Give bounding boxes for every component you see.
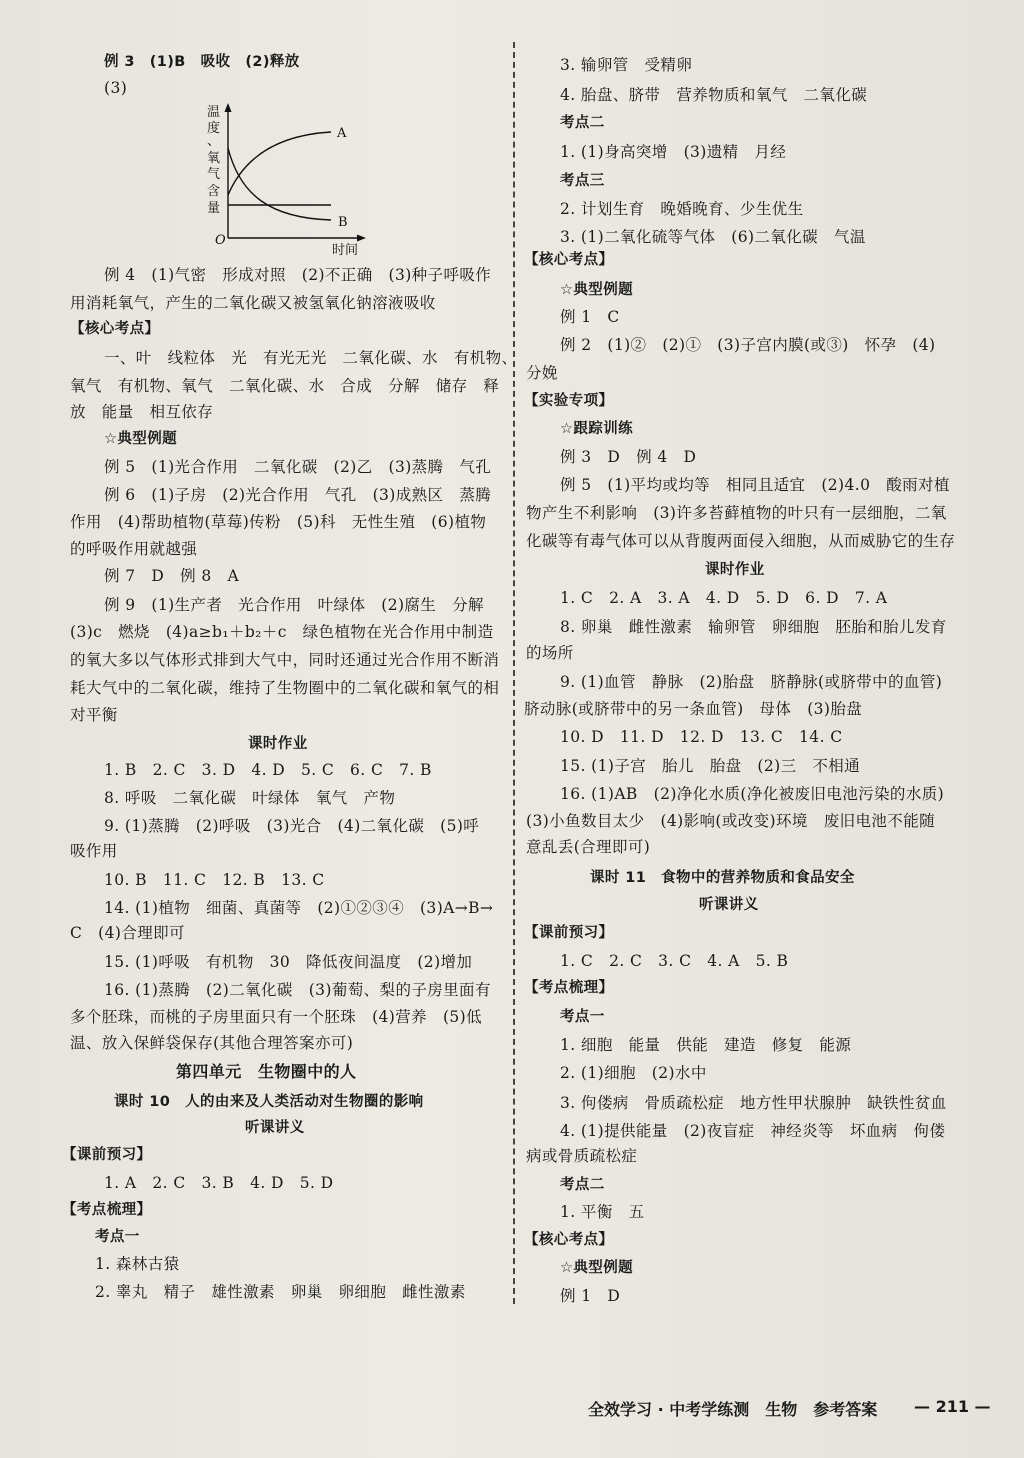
left-line-38: 考点一 bbox=[95, 1229, 140, 1245]
curve-a bbox=[228, 132, 331, 195]
graph-ylabel-3: 、 bbox=[207, 134, 221, 149]
left-line-11: 例 6 (1)子房 (2)光合作用 气孔 (3)成熟区 蒸腾 bbox=[104, 486, 492, 504]
left-line-7: 氧气 有机物、氧气 二氧化碳、水 合成 分解 储存 释 bbox=[70, 377, 500, 395]
graph-ylabel-1: 温 bbox=[207, 105, 221, 120]
curve-a-label: A bbox=[337, 126, 347, 141]
right-line-40: 病或骨质疏松症 bbox=[526, 1147, 638, 1165]
right-line-8: 【核心考点】 bbox=[524, 252, 614, 268]
graph-ylabel-7: 量 bbox=[207, 201, 221, 216]
left-line-18: 耗大气中的二氧化碳，维持了生物圈中的二氧化碳和氧气的相 bbox=[70, 679, 500, 697]
right-line-9: ☆典型例题 bbox=[560, 282, 633, 298]
curve-b-label: B bbox=[338, 215, 348, 230]
right-line-13: 【实验专项】 bbox=[524, 393, 614, 409]
graph-ylabel-2: 度 bbox=[207, 121, 221, 136]
right-line-45: 例 1 D bbox=[560, 1287, 621, 1305]
right-line-44: ☆典型例题 bbox=[560, 1260, 633, 1276]
right-line-41: 考点二 bbox=[560, 1177, 605, 1193]
right-line-27: 16. (1)AB (2)净化水质(净化被废旧电池污染的水质) bbox=[560, 785, 945, 803]
left-line-26: 14. (1)植物 细菌、真菌等 (2)①②③④ (3)A→B→ bbox=[104, 899, 494, 917]
left-line-9: ☆典型例题 bbox=[104, 431, 177, 447]
left-line-35: 【课前预习】 bbox=[62, 1147, 152, 1163]
left-line-37: 【考点梳理】 bbox=[62, 1202, 152, 1218]
left-line-17: 的氧大多以气体形式排到大气中，同时还通过光合作用不断消 bbox=[70, 651, 500, 669]
left-line-23: 9. (1)蒸腾 (2)呼吸 (3)光合 (4)二氧化碳 (5)呼 bbox=[104, 817, 480, 835]
left-line-31: 温、放入保鲜袋保存(其他合理答案亦可) bbox=[70, 1034, 354, 1052]
x-axis-arrow bbox=[357, 235, 366, 242]
left-line-30: 多个胚珠，而桃的子房里面只有一个胚珠 (4)营养 (5)低 bbox=[70, 1008, 483, 1026]
right-line-37: 2. (1)细胞 (2)水中 bbox=[560, 1064, 707, 1082]
graph-origin: O bbox=[215, 233, 226, 248]
right-line-24: 脐动脉(或脐带中的另一条血管) 母体 (3)胎盘 bbox=[524, 700, 863, 718]
graph-ylabel-5: 气 bbox=[207, 167, 221, 182]
left-line-28: 15. (1)呼吸 有机物 30 降低夜间温度 (2)增加 bbox=[104, 953, 473, 971]
left-line-25: 10. B 11. C 12. B 13. C bbox=[104, 871, 325, 889]
graph-ylabel-4: 氧 bbox=[207, 151, 221, 166]
right-line-7: 3. (1)二氧化硫等气体 (6)二氧化碳 气温 bbox=[560, 228, 866, 246]
right-line-16: 例 5 (1)平均或均等 相同且适宜 (2)4.0 酸雨对植 bbox=[560, 476, 950, 494]
right-line-28: (3)小鱼数目太少 (4)影响(或改变)环境 废旧电池不能随 bbox=[526, 812, 936, 830]
left-line-2: (3) bbox=[104, 79, 128, 97]
right-line-32: 【课前预习】 bbox=[524, 925, 614, 941]
right-line-26: 15. (1)子宫 胎儿 胎盘 (2)三 不相通 bbox=[560, 757, 861, 775]
left-line-32: 第四单元 生物圈中的人 bbox=[176, 1062, 357, 1081]
right-line-14: ☆跟踪训练 bbox=[560, 421, 633, 437]
right-line-23: 9. (1)血管 静脉 (2)胎盘 脐静脉(或脐带中的血管) bbox=[560, 673, 943, 691]
left-line-27: C (4)合理即可 bbox=[70, 924, 185, 942]
left-line-15: 例 9 (1)生产者 光合作用 叶绿体 (2)腐生 分解 bbox=[104, 596, 484, 614]
left-line-16: (3)c 燃烧 (4)a≥b₁＋b₂＋c 绿色植物在光合作用中制造 bbox=[70, 623, 494, 641]
right-line-6: 2. 计划生育 晚婚晚育、少生优生 bbox=[560, 200, 804, 218]
right-line-3: 考点二 bbox=[560, 115, 605, 131]
right-line-31: 听课讲义 bbox=[699, 897, 759, 913]
right-line-19: 课时作业 bbox=[705, 562, 765, 578]
right-line-15: 例 3 D 例 4 D bbox=[560, 448, 697, 466]
left-line-39: 1. 森林古猿 bbox=[95, 1255, 180, 1273]
left-line-4: 用消耗氧气，产生的二氧化碳又被氢氧化钠溶液吸收 bbox=[70, 294, 436, 312]
right-line-17: 物产生不利影响 (3)许多苔藓植物的叶只有一层细胞，二氧 bbox=[526, 504, 947, 522]
right-line-4: 1. (1)身高突增 (3)遗精 月经 bbox=[560, 143, 787, 161]
left-line-24: 吸作用 bbox=[70, 842, 118, 860]
right-line-11: 例 2 (1)② (2)① (3)子宫内膜(或③) 怀孕 (4) bbox=[560, 336, 936, 354]
right-line-29: 意乱丢(合理即可) bbox=[526, 838, 651, 856]
left-line-5: 【核心考点】 bbox=[70, 321, 160, 337]
right-line-1: 3. 输卵管 受精卵 bbox=[560, 56, 693, 74]
right-line-25: 10. D 11. D 12. D 13. C 14. C bbox=[560, 728, 843, 746]
right-line-5: 考点三 bbox=[560, 173, 605, 189]
page-number: — 211 — bbox=[914, 1397, 991, 1416]
right-line-42: 1. 平衡 五 bbox=[560, 1203, 645, 1221]
left-line-10: 例 5 (1)光合作用 二氧化碳 (2)乙 (3)蒸腾 气孔 bbox=[104, 458, 492, 476]
column-divider bbox=[513, 42, 515, 1304]
temperature-oxygen-graph bbox=[200, 100, 370, 260]
right-line-30: 课时 11 食物中的营养物质和食品安全 bbox=[590, 870, 855, 886]
right-line-20: 1. C 2. A 3. A 4. D 5. D 6. D 7. A bbox=[560, 589, 888, 607]
right-line-12: 分娩 bbox=[526, 364, 558, 382]
right-line-43: 【核心考点】 bbox=[524, 1232, 614, 1248]
right-line-33: 1. C 2. C 3. C 4. A 5. B bbox=[560, 952, 789, 970]
right-line-22: 的场所 bbox=[526, 644, 574, 662]
right-line-34: 【考点梳理】 bbox=[524, 980, 614, 996]
left-line-14: 例 7 D 例 8 A bbox=[104, 567, 240, 585]
right-line-35: 考点一 bbox=[560, 1009, 605, 1025]
left-line-21: 1. B 2. C 3. D 4. D 5. C 6. C 7. B bbox=[104, 761, 432, 779]
left-line-40: 2. 睾丸 精子 雄性激素 卵巢 卵细胞 雌性激素 bbox=[95, 1283, 466, 1301]
left-line-19: 对平衡 bbox=[70, 706, 118, 724]
left-line-29: 16. (1)蒸腾 (2)二氧化碳 (3)葡萄、梨的子房里面有 bbox=[104, 981, 491, 999]
graph-xlabel: 时间 bbox=[332, 243, 359, 258]
right-line-21: 8. 卵巢 雌性激素 输卵管 卵细胞 胚胎和胎儿发育 bbox=[560, 618, 947, 636]
left-line-22: 8. 呼吸 二氧化碳 叶绿体 氧气 产物 bbox=[104, 789, 396, 807]
right-line-36: 1. 细胞 能量 供能 建造 修复 能源 bbox=[560, 1036, 852, 1054]
left-line-13: 的呼吸作用就越强 bbox=[70, 540, 198, 558]
left-line-6: 一、叶 线粒体 光 有光无光 二氧化碳、水 有机物、 bbox=[104, 349, 518, 367]
graph-ylabel-6: 含 bbox=[207, 184, 221, 199]
left-line-1: 例 3 (1)B 吸收 (2)释放 bbox=[104, 54, 300, 70]
right-line-2: 4. 胎盘、脐带 营养物质和氧气 二氧化碳 bbox=[560, 86, 868, 104]
left-line-36: 1. A 2. C 3. B 4. D 5. D bbox=[104, 1174, 334, 1192]
right-line-18: 化碳等有毒气体可以从背腹两面侵入细胞，从而威胁它的生存 bbox=[526, 532, 956, 550]
left-line-20: 课时作业 bbox=[248, 736, 308, 752]
right-line-10: 例 1 C bbox=[560, 308, 620, 326]
left-line-3: 例 4 (1)气密 形成对照 (2)不正确 (3)种子呼吸作 bbox=[104, 266, 492, 284]
y-axis-arrow bbox=[225, 103, 232, 112]
footer-title: 全效学习 · 中考学练测 生物 参考答案 bbox=[588, 1400, 878, 1419]
left-line-34: 听课讲义 bbox=[245, 1120, 305, 1136]
left-line-8: 放 能量 相互依存 bbox=[70, 403, 214, 421]
left-line-12: 作用 (4)帮助植物(草莓)传粉 (5)科 无性生殖 (6)植物 bbox=[70, 513, 487, 531]
page-footer bbox=[0, 1393, 1024, 1423]
right-line-39: 4. (1)提供能量 (2)夜盲症 神经炎等 坏血病 佝偻 bbox=[560, 1122, 946, 1140]
left-line-33: 课时 10 人的由来及人类活动对生物圈的影响 bbox=[114, 1094, 424, 1110]
curve-b bbox=[228, 148, 331, 220]
right-line-38: 3. 佝偻病 骨质疏松症 地方性甲状腺肿 缺铁性贫血 bbox=[560, 1094, 947, 1112]
